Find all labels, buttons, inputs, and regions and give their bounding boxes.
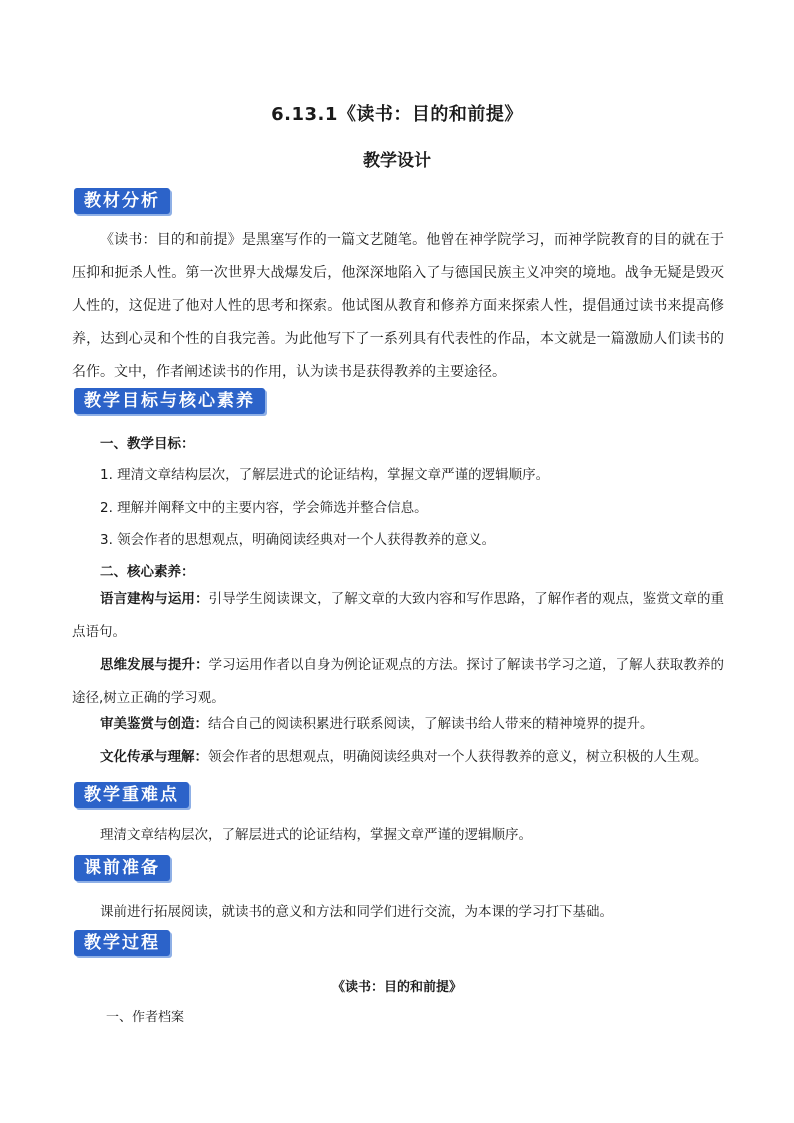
difficulty-text: 理清文章结构层次，了解层进式的论证结构，掌握文章严谨的逻辑顺序。 xyxy=(100,827,532,843)
goals-subheading-1: 一、教学目标： xyxy=(100,436,195,452)
literacy-label: 思维发展与提升： xyxy=(100,657,209,673)
literacy-label: 语言建构与运用： xyxy=(100,591,209,607)
literacy-label: 文化传承与理解： xyxy=(100,749,208,765)
literacy-text: 学习运用作者以自身为例论证观点的方法。探讨了解读书学习之道，了解人获取教养的途径,树立正确的学习观。 xyxy=(72,657,725,706)
literacy-text: 结合自己的阅读积累进行联系阅读，了解读书给人带来的精神境界的提升。 xyxy=(208,716,654,732)
analysis-paragraph: 《读书：目的和前提》是黑塞写作的一篇文艺随笔。他曾在神学院学习，而神学院教育的目的就在于压抑和扼杀人性。第一次世界大战爆发后，他深深地陷入了与德国民族主义冲突的境地。战争无疑是毁灭人性的，这促进了他对人性的思考和探索。他试图从教育和修养方面来探索人性，提倡通过读书来提高修养，达到心灵和个性的自我完善。为此他写下了一系列具有代表性的作品，本文就是一篇激励人们读书的名作。文中，作者阐述读书的作用，认为读书是获得教养的主要途径。 xyxy=(72,232,724,380)
goals-subheading-2: 二、核心素养： xyxy=(100,564,195,580)
literacy-text: 领会作者的思想观点，明确阅读经典对一个人获得教养的意义，树立积极的人生观。 xyxy=(208,749,708,765)
process-item-1: 一、作者档案 xyxy=(106,1010,185,1025)
document-title: 6.13.1《读书：目的和前提》 xyxy=(271,104,523,125)
document-subtitle: 教学设计 xyxy=(363,151,431,171)
section-heading-analysis: 教材分析 xyxy=(74,188,170,214)
literacy-item-4 xyxy=(72,741,724,774)
literacy-label: 审美鉴赏与创造： xyxy=(100,716,208,732)
section-heading-goals: 教学目标与核心素养 xyxy=(74,388,265,414)
preparation-text: 课前进行拓展阅读，就读书的意义和方法和同学们进行交流，为本课的学习打下基础。 xyxy=(100,904,613,920)
literacy-item-2 xyxy=(72,649,724,715)
literacy-text: 引导学生阅读课文，了解文章的大致内容和写作思路，了解作者的观点，鉴赏文章的重点语句。 xyxy=(72,591,725,640)
section-heading-process: 教学过程 xyxy=(74,930,170,956)
goal-item-3: 3. 领会作者的思想观点，明确阅读经典对一个人获得教养的意义。 xyxy=(100,532,496,548)
goal-item-1: 1. 理清文章结构层次，了解层进式的论证结构，掌握文章严谨的逻辑顺序。 xyxy=(100,467,550,483)
literacy-item-1 xyxy=(72,583,724,649)
section-heading-preparation: 课前准备 xyxy=(74,855,170,881)
section-heading-difficulty: 教学重难点 xyxy=(74,782,189,808)
goal-item-2: 2. 理解并阐释文中的主要内容，学会筛选并整合信息。 xyxy=(100,500,428,516)
literacy-item-3 xyxy=(72,708,724,741)
process-center-title: 《读书：目的和前提》 xyxy=(331,980,462,995)
